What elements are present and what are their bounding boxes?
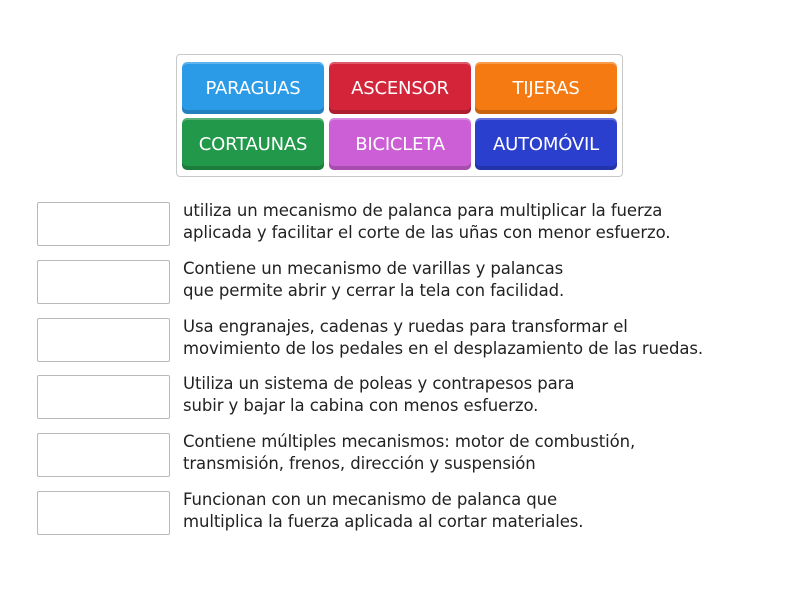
- definition-text: [183, 258, 793, 302]
- match-row: [0, 433, 800, 483]
- match-row: [0, 318, 800, 368]
- drop-target[interactable]: [37, 375, 170, 419]
- definition-line: Funcionan con un mecanismo de palanca que: [183, 490, 558, 509]
- tile-tijeras[interactable]: TIJERAS: [475, 62, 617, 114]
- drop-target[interactable]: [37, 202, 170, 246]
- tile-cortaunas[interactable]: CORTAUNAS: [182, 118, 324, 170]
- definition-line: utiliza un mecanismo de palanca para multiplicar la fuerza: [183, 201, 663, 220]
- definition-line: Contiene múltiples mecanismos: motor de combustión,: [183, 432, 636, 451]
- drop-target[interactable]: [37, 491, 170, 535]
- tile-bicicleta[interactable]: BICICLETA: [329, 118, 471, 170]
- definition-line: subir y bajar la cabina con menos esfuerzo.: [183, 396, 539, 415]
- definition-line: aplicada y facilitar el corte de las uñas con menor esfuerzo.: [183, 223, 671, 242]
- definition-text: [183, 316, 793, 360]
- drop-target[interactable]: [37, 318, 170, 362]
- tile-ascensor[interactable]: ASCENSOR: [329, 62, 471, 114]
- drop-target[interactable]: [37, 433, 170, 477]
- match-row: [0, 491, 800, 541]
- definition-line: transmisión, frenos, dirección y suspensión: [183, 454, 536, 473]
- definition-line: Contiene un mecanismo de varillas y palancas: [183, 259, 564, 278]
- match-row: [0, 260, 800, 310]
- definition-text: [183, 200, 793, 244]
- definition-line: que permite abrir y cerrar la tela con facilidad.: [183, 281, 565, 300]
- tile-paraguas[interactable]: PARAGUAS: [182, 62, 324, 114]
- definition-text: [183, 431, 793, 475]
- definition-text: [183, 373, 793, 417]
- tile-automovil[interactable]: AUTOMÓVIL: [475, 118, 617, 170]
- definition-text: [183, 489, 793, 533]
- match-row: [0, 202, 800, 252]
- definition-line: Utiliza un sistema de poleas y contrapesos para: [183, 374, 575, 393]
- definition-line: multiplica la fuerza aplicada al cortar materiales.: [183, 512, 584, 531]
- word-bank: [176, 54, 623, 177]
- definition-line: Usa engranajes, cadenas y ruedas para transformar el: [183, 317, 628, 336]
- match-row: [0, 375, 800, 425]
- drop-target[interactable]: [37, 260, 170, 304]
- definition-line: movimiento de los pedales en el desplazamiento de las ruedas.: [183, 339, 703, 358]
